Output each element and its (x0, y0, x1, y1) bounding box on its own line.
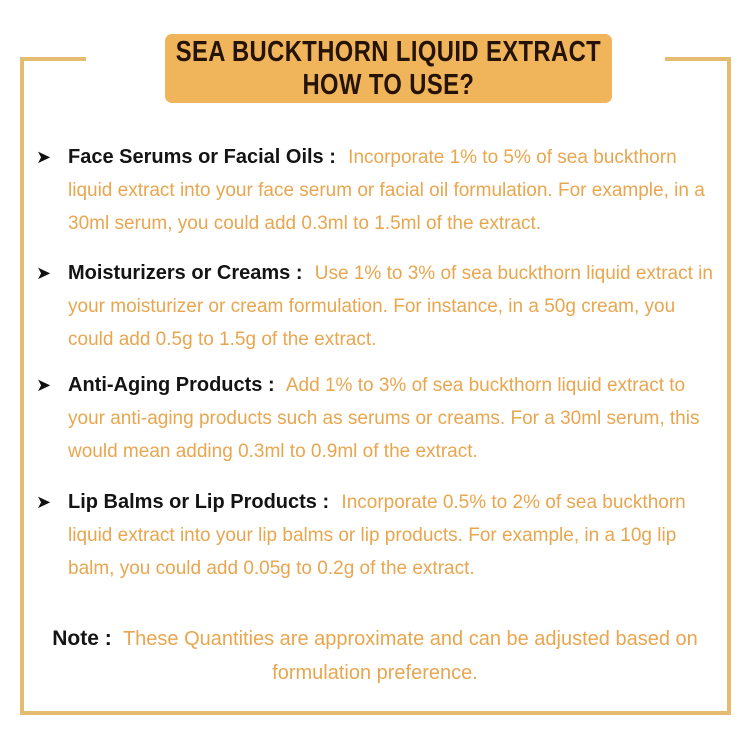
list-item-anti-aging (36, 369, 718, 468)
list-item-moisturizers (36, 257, 718, 356)
frame-border-top-left (20, 57, 86, 61)
bullet-description: Incorporate 0.5% to 2% of sea buckthorn liquid extract into your lip balms or lip products. For example, in a 10g lip balm, you could add 0.05g to 0.2g of the extract. (68, 492, 686, 579)
bullet-description: Use 1% to 3% of sea buckthorn liquid extract in your moisturizer or cream formulation. For instance, in a 50g cream, you could add 0.5g to 1.5g of the extract. (68, 263, 713, 350)
bullet-description: Add 1% to 3% of sea buckthorn liquid extract to your anti-aging products such as serums or creams. For a 30ml serum, this would mean adding 0.3ml to 0.9ml of the extract. (68, 375, 700, 462)
bullet-label: Face Serums or Facial Oils : (68, 146, 336, 168)
frame-border-right (727, 57, 731, 715)
bullet-label: Anti-Aging Products : (68, 374, 275, 396)
arrowhead-bullet-icon: ➤ (36, 375, 52, 395)
header-banner (165, 34, 612, 103)
arrowhead-bullet-icon: ➤ (36, 263, 52, 283)
frame-border-left (20, 57, 24, 715)
note-label: Note : (52, 627, 112, 650)
frame-border-bottom (20, 711, 731, 715)
note-text: These Quantities are approximate and can be adjusted based on formulation preference. (122, 628, 698, 684)
bullet-label: Moisturizers or Creams : (68, 262, 303, 284)
list-item-lip-balms (36, 486, 718, 585)
bullet-label: Lip Balms or Lip Products : (68, 491, 330, 513)
arrowhead-bullet-icon: ➤ (36, 147, 52, 167)
page-title-line1: SEA BUCKTHORN LIQUID EXTRACT (175, 35, 602, 68)
bullet-description: Incorporate 1% to 5% of sea buckthorn liquid extract into your face serum or facial oil formulation. For example, in a 30ml serum, you could add 0.3ml to 1.5ml of the extract. (68, 147, 705, 234)
arrowhead-bullet-icon: ➤ (36, 492, 52, 512)
list-item-face-serums (36, 141, 718, 240)
page-title-line2: HOW TO USE? (302, 68, 475, 101)
page-title (176, 36, 601, 102)
frame-border-top-right (665, 57, 731, 61)
note-paragraph (40, 622, 710, 690)
